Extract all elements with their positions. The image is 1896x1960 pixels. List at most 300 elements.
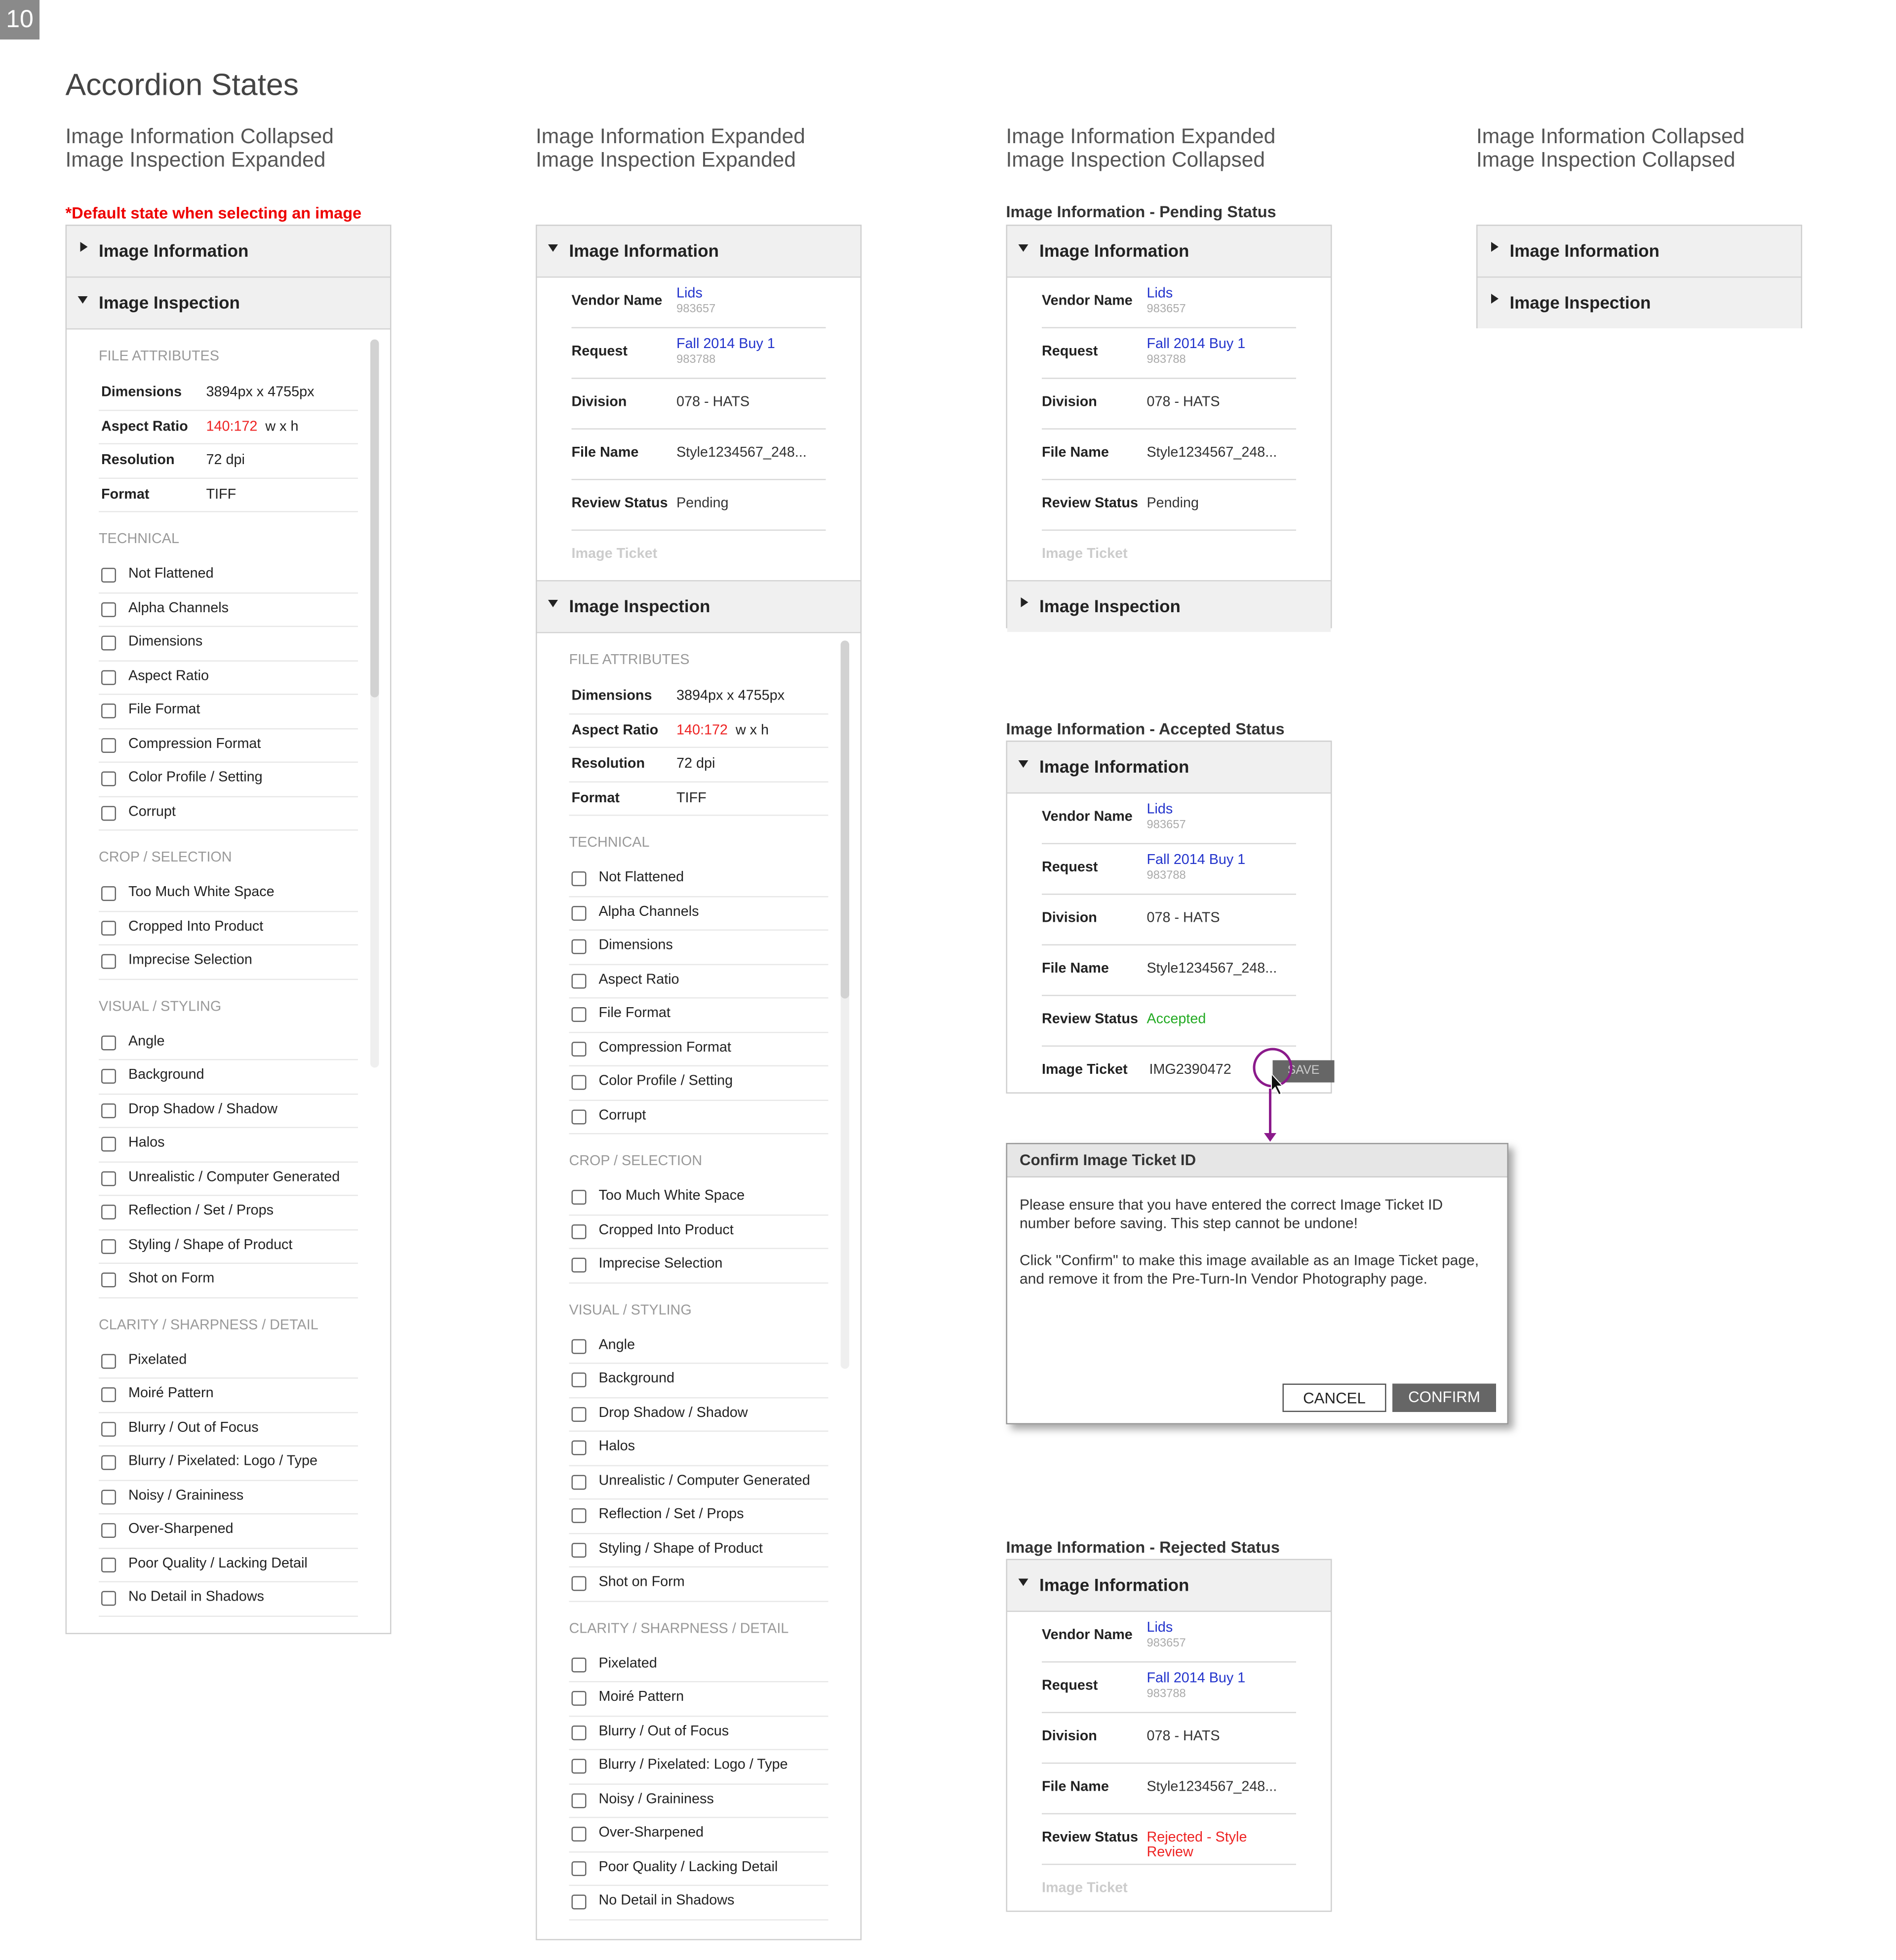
panel-col2: [536, 225, 862, 1940]
accordion-image-inspection[interactable]: [1478, 278, 1801, 329]
aspect-ratio-value: 140:172: [206, 419, 258, 434]
column-heading-line: Image Inspection Expanded: [65, 148, 326, 172]
aspect-ratio-value: 140:172: [676, 722, 728, 738]
checkbox[interactable]: [572, 1691, 587, 1706]
checkbox[interactable]: [572, 1793, 587, 1807]
group-heading: CROP / SELECTION: [569, 1154, 702, 1169]
info-link[interactable]: Lids: [1146, 1620, 1173, 1636]
checkbox[interactable]: [101, 1387, 116, 1402]
accordion-image-information[interactable]: [1007, 742, 1331, 794]
accordion-image-information[interactable]: [1007, 1560, 1331, 1612]
checkbox-label: Color Profile / Setting: [598, 1074, 733, 1089]
checkbox[interactable]: [572, 1861, 587, 1876]
attribute-label: Aspect Ratio: [571, 722, 659, 738]
accordion-image-inspection[interactable]: [1007, 580, 1331, 632]
attribute-label: Aspect Ratio: [101, 419, 188, 434]
save-button[interactable]: SAVE: [1273, 1060, 1335, 1083]
checkbox-row[interactable]: [99, 661, 358, 695]
info-row: [1042, 379, 1296, 430]
info-row: [1042, 1865, 1296, 1915]
attribute-value: 3894px x 4755px: [206, 385, 315, 400]
info-id: 983657: [1146, 818, 1186, 832]
checkbox[interactable]: [101, 568, 116, 583]
checkbox-row[interactable]: [99, 1481, 358, 1515]
cancel-button[interactable]: CANCEL: [1283, 1384, 1386, 1412]
info-value: Style1234567_248...: [676, 445, 807, 461]
checkbox-label: Alpha Channels: [128, 600, 229, 616]
info-row: [572, 379, 826, 430]
checkbox-label: Over-Sharpened: [128, 1522, 234, 1537]
checkbox[interactable]: [101, 772, 116, 786]
checkbox[interactable]: [572, 1007, 587, 1022]
checkbox-label: Halos: [128, 1136, 165, 1150]
checkbox-row[interactable]: [569, 931, 829, 965]
checkbox[interactable]: [101, 1557, 116, 1572]
connector-arrow-icon: [1259, 1071, 1296, 1145]
accordion-title: Image Inspection: [99, 292, 240, 313]
attribute-label: Resolution: [101, 453, 175, 468]
checkbox-row[interactable]: [99, 593, 358, 627]
info-label: File Name: [1042, 1780, 1109, 1795]
info-label: Review Status: [1042, 1012, 1138, 1027]
accordion-image-information[interactable]: [67, 226, 390, 278]
checkbox-row[interactable]: [569, 897, 829, 931]
info-id: 983788: [1146, 869, 1186, 883]
checkbox-label: Compression Format: [128, 736, 261, 751]
checkbox[interactable]: [101, 738, 116, 752]
accepted-status-label: Image Information - Accepted Status: [1006, 719, 1285, 738]
info-value: 078 - HATS: [1146, 1729, 1220, 1744]
checkbox[interactable]: [572, 1075, 587, 1090]
info-value: Style1234567_248...: [1146, 1780, 1277, 1795]
checkbox[interactable]: [572, 1576, 587, 1591]
info-link[interactable]: Lids: [1146, 286, 1173, 301]
column-heading-line: Image Information Expanded: [1006, 124, 1276, 148]
checkbox-row[interactable]: [569, 1648, 829, 1683]
accordion-title: Image Information: [1039, 240, 1189, 261]
checkbox-row[interactable]: [569, 1886, 829, 1920]
checkbox-row[interactable]: [99, 1548, 358, 1582]
column-heading-4: [1476, 125, 1744, 172]
checkbox-row[interactable]: [569, 1215, 829, 1249]
checkbox[interactable]: [572, 1407, 587, 1421]
column-heading-line: Image Inspection Expanded: [536, 148, 796, 172]
checkbox[interactable]: [101, 1489, 116, 1504]
checkbox[interactable]: [101, 602, 116, 617]
checkbox[interactable]: [572, 1338, 587, 1353]
checkbox-label: Pixelated: [598, 1655, 657, 1671]
checkbox-row[interactable]: [569, 1249, 829, 1283]
checkbox-label: File Format: [598, 1006, 671, 1021]
info-label: Division: [571, 395, 627, 410]
checkbox-label: Aspect Ratio: [128, 668, 209, 683]
checkbox-row[interactable]: [99, 1447, 358, 1481]
checkbox-row[interactable]: [99, 1345, 358, 1379]
caret-down-icon: [1019, 1579, 1028, 1586]
checkbox[interactable]: [101, 1205, 116, 1219]
info-value: [1147, 802, 1186, 832]
checkbox-label: Corrupt: [128, 804, 176, 819]
attribute-label: Dimensions: [571, 689, 652, 704]
panel-col4: [1476, 225, 1802, 328]
checkbox-label: Dimensions: [128, 634, 203, 649]
info-row: [572, 328, 826, 379]
scrollbar[interactable]: [841, 641, 850, 1369]
checkbox[interactable]: [572, 973, 587, 988]
checkbox-row[interactable]: [99, 627, 358, 661]
checkbox-label: Poor Quality / Lacking Detail: [598, 1859, 778, 1875]
attribute-value: 72 dpi: [676, 756, 715, 772]
info-label: Image Ticket: [1042, 1062, 1128, 1078]
checkbox-label: Not Flattened: [128, 566, 214, 582]
checkbox[interactable]: [572, 1895, 587, 1910]
group-heading: FILE ATTRIBUTES: [99, 349, 219, 364]
image-information-body: [1007, 278, 1331, 581]
column-heading-line: Image Inspection Collapsed: [1006, 148, 1265, 172]
checkbox-row[interactable]: [99, 1094, 358, 1128]
checkbox[interactable]: [572, 1190, 587, 1205]
info-row: [1042, 1612, 1296, 1663]
info-label: Vendor Name: [1042, 810, 1133, 824]
info-link[interactable]: Fall 2014 Buy 1: [676, 337, 775, 352]
checkbox[interactable]: [101, 1239, 116, 1254]
checkbox-label: Drop Shadow / Shadow: [598, 1405, 748, 1420]
checkbox[interactable]: [572, 905, 587, 920]
column-heading-line: Image Information Collapsed: [1476, 124, 1745, 148]
info-label: Division: [1042, 911, 1097, 926]
info-value: [1147, 337, 1246, 367]
attribute-row: [569, 782, 829, 816]
spacer: [569, 816, 861, 836]
checkbox-label: File Format: [128, 702, 200, 717]
checkbox-label: Background: [598, 1371, 674, 1386]
checkbox-label: Reflection / Set / Props: [128, 1203, 274, 1218]
panel-col1: [66, 225, 392, 1634]
spacer: [569, 1602, 861, 1621]
checkbox-label: Not Flattened: [598, 870, 684, 885]
inspection-list: [537, 633, 861, 1937]
info-label: Request: [1042, 1679, 1098, 1693]
checkbox-label: Background: [128, 1067, 204, 1083]
info-label: File Name: [1042, 961, 1109, 977]
checkbox-row[interactable]: [569, 1066, 829, 1100]
checkbox-row[interactable]: [569, 965, 829, 999]
info-row: [1042, 1663, 1296, 1714]
caret-down-icon: [1019, 244, 1028, 252]
checkbox-row[interactable]: [99, 878, 358, 912]
checkbox[interactable]: [101, 1137, 116, 1152]
checkbox-row[interactable]: [569, 863, 829, 897]
caret-right-icon: [1491, 242, 1499, 252]
info-value: 078 - HATS: [1146, 911, 1220, 926]
attribute-label: Format: [101, 487, 150, 502]
dialog-title: Confirm Image Ticket ID: [1007, 1144, 1507, 1178]
info-label: Vendor Name: [1042, 1628, 1133, 1643]
attribute-label: Format: [571, 790, 620, 806]
checkbox[interactable]: [572, 1542, 587, 1557]
checkbox[interactable]: [101, 1455, 116, 1470]
checkbox-row[interactable]: [99, 1162, 358, 1196]
column-heading-2: [536, 125, 805, 172]
info-row: [572, 278, 826, 329]
panel-accepted: [1006, 741, 1332, 1094]
checkbox[interactable]: [101, 920, 116, 935]
checkbox-label: Corrupt: [598, 1107, 646, 1123]
checkbox[interactable]: [101, 1591, 116, 1606]
checkbox-label: Cropped Into Product: [598, 1222, 734, 1238]
accordion-image-inspection[interactable]: [537, 580, 861, 633]
info-label: Review Status: [571, 496, 668, 511]
info-id: 983788: [1146, 353, 1186, 367]
checkbox-row[interactable]: [569, 1466, 829, 1500]
checkbox-label: Blurry / Pixelated: Logo / Type: [598, 1758, 788, 1772]
checkbox-label: Styling / Shape of Product: [128, 1237, 293, 1253]
accordion-image-information[interactable]: [1007, 226, 1331, 278]
group-heading: VISUAL / STYLING: [569, 1302, 692, 1318]
group-heading: FILE ATTRIBUTES: [569, 653, 690, 668]
default-state-note: *Default state when selecting an image: [65, 203, 362, 222]
info-id: 983657: [1146, 302, 1186, 316]
checkbox-row[interactable]: [99, 1264, 358, 1298]
info-id: 983788: [676, 353, 716, 367]
info-link[interactable]: Lids: [676, 286, 703, 301]
checkbox[interactable]: [101, 669, 116, 684]
confirm-button[interactable]: CONFIRM: [1392, 1384, 1496, 1412]
caret-down-icon: [78, 296, 88, 304]
checkbox[interactable]: [101, 704, 116, 718]
checkbox[interactable]: [101, 1103, 116, 1118]
image-information-body: [537, 278, 861, 581]
scrollbar-thumb[interactable]: [370, 340, 379, 698]
checkbox-row[interactable]: [569, 1818, 829, 1852]
checkbox-row[interactable]: [569, 1330, 829, 1364]
info-link[interactable]: Fall 2014 Buy 1: [1146, 853, 1246, 868]
checkbox-row[interactable]: [99, 1412, 358, 1447]
checkbox[interactable]: [101, 1273, 116, 1288]
checkbox-row[interactable]: [569, 1032, 829, 1066]
checkbox[interactable]: [101, 1353, 116, 1368]
checkbox-row[interactable]: [99, 1128, 358, 1162]
checkbox-row[interactable]: [99, 559, 358, 593]
checkbox[interactable]: [572, 1441, 587, 1455]
checkbox-row[interactable]: [569, 1181, 829, 1215]
attribute-label: Resolution: [571, 756, 645, 772]
info-value: [676, 337, 775, 367]
info-label: File Name: [571, 445, 639, 461]
checkbox[interactable]: [572, 1258, 587, 1273]
checkbox-label: Noisy / Graininess: [598, 1791, 714, 1806]
checkbox[interactable]: [101, 954, 116, 969]
info-link[interactable]: Fall 2014 Buy 1: [1146, 1671, 1246, 1686]
spacer: [569, 1283, 861, 1303]
dialog-message: Click "Confirm" to make this image available as an Image Ticket page, and remove it from the Pre-Turn-In Vendor Photography page.: [1020, 1252, 1479, 1288]
column-heading-line: Image Information Expanded: [536, 124, 805, 148]
info-value: [1147, 853, 1246, 883]
checkbox[interactable]: [572, 871, 587, 886]
checkbox-row[interactable]: [99, 1026, 358, 1060]
caret-right-icon: [80, 242, 88, 252]
rejected-status-label: Image Information - Rejected Status: [1006, 1538, 1280, 1557]
checkbox-row[interactable]: [99, 797, 358, 831]
checkbox-row[interactable]: [99, 1196, 358, 1230]
checkbox[interactable]: [572, 940, 587, 954]
image-ticket-input[interactable]: IMG2390472: [1149, 1062, 1231, 1078]
group-heading: CLARITY / SHARPNESS / DETAIL: [569, 1621, 789, 1636]
checkbox-row[interactable]: [569, 1716, 829, 1750]
spacer: [99, 831, 390, 851]
checkbox-label: Over-Sharpened: [598, 1825, 704, 1841]
checkbox[interactable]: [101, 805, 116, 820]
checkbox-label: Blurry / Out of Focus: [598, 1724, 729, 1739]
checkbox[interactable]: [101, 1171, 116, 1185]
checkbox-row[interactable]: [99, 911, 358, 945]
checkbox-row[interactable]: [99, 1582, 358, 1616]
checkbox-row[interactable]: [99, 729, 358, 763]
checkbox[interactable]: [572, 1109, 587, 1124]
checkbox-row[interactable]: [99, 1060, 358, 1095]
spacer: [99, 1298, 390, 1318]
info-value: 078 - HATS: [676, 395, 750, 410]
checkbox[interactable]: [572, 1508, 587, 1523]
checkbox-row[interactable]: [569, 1852, 829, 1886]
checkbox[interactable]: [101, 1069, 116, 1084]
info-row: [1042, 794, 1296, 845]
checkbox[interactable]: [101, 1421, 116, 1436]
checkbox-row[interactable]: [569, 1100, 829, 1135]
checkbox-label: Color Profile / Setting: [128, 770, 263, 785]
info-row: [572, 531, 826, 580]
aspect-ratio-suffix: w x h: [735, 722, 769, 738]
attribute-row: [99, 478, 358, 512]
accordion-title: Image Inspection: [1039, 596, 1181, 616]
checkbox-label: No Detail in Shadows: [128, 1590, 264, 1605]
info-label: Request: [571, 344, 628, 359]
checkbox[interactable]: [572, 1725, 587, 1740]
info-link[interactable]: Lids: [1146, 802, 1173, 817]
accordion-title: Image Information: [1039, 756, 1189, 777]
checkbox-row[interactable]: [569, 1533, 829, 1568]
checkbox[interactable]: [572, 1474, 587, 1489]
checkbox[interactable]: [572, 1827, 587, 1842]
checkbox-row[interactable]: [569, 1750, 829, 1784]
checkbox[interactable]: [572, 1224, 587, 1239]
checkbox-row[interactable]: [99, 1515, 358, 1549]
info-label: Division: [1042, 1729, 1097, 1744]
info-label: Review Status: [1042, 496, 1138, 511]
column-heading-3: [1006, 125, 1276, 172]
checkbox-row[interactable]: [99, 1230, 358, 1264]
checkbox-label: Unrealistic / Computer Generated: [598, 1473, 810, 1488]
info-label: Image Ticket: [571, 547, 658, 562]
info-row: [1042, 945, 1296, 996]
checkbox-row[interactable]: [569, 1500, 829, 1534]
checkbox-row[interactable]: [99, 763, 358, 797]
column-heading-1: [66, 125, 334, 172]
caret-down-icon: [548, 244, 558, 252]
checkbox-row[interactable]: [569, 1432, 829, 1466]
checkbox-label: Unrealistic / Computer Generated: [128, 1169, 340, 1184]
info-label: Request: [1042, 344, 1098, 359]
scrollbar[interactable]: [370, 340, 379, 1068]
caret-down-icon: [1019, 760, 1028, 768]
checkbox-label: Cropped Into Product: [128, 919, 264, 934]
checkbox-label: Alpha Channels: [598, 904, 699, 919]
checkbox-label: Dimensions: [598, 938, 673, 953]
checkbox-row[interactable]: [569, 1568, 829, 1602]
checkbox[interactable]: [572, 1759, 587, 1774]
checkbox-label: Blurry / Out of Focus: [128, 1420, 259, 1435]
checkbox-label: Noisy / Graininess: [128, 1488, 244, 1503]
accordion-image-information[interactable]: [1478, 226, 1801, 278]
accordion-image-information[interactable]: [537, 226, 861, 278]
caret-right-icon: [1491, 294, 1499, 304]
checkbox[interactable]: [101, 1523, 116, 1538]
checkbox-label: Drop Shadow / Shadow: [128, 1101, 278, 1117]
info-value: Accepted: [1146, 1012, 1206, 1027]
attribute-value: [676, 723, 769, 738]
attribute-row: [99, 377, 358, 411]
info-row: [1042, 480, 1296, 531]
info-link[interactable]: Fall 2014 Buy 1: [1146, 337, 1246, 352]
info-row: [572, 480, 826, 531]
checkbox-label: Shot on Form: [598, 1575, 685, 1590]
attribute-value: 72 dpi: [206, 453, 245, 468]
checkbox-row[interactable]: [569, 1398, 829, 1432]
group-heading: VISUAL / STYLING: [99, 999, 222, 1014]
checkbox-label: Imprecise Selection: [598, 1256, 723, 1271]
info-label: Vendor Name: [1042, 294, 1133, 309]
checkbox-row[interactable]: [569, 999, 829, 1033]
accordion-image-inspection[interactable]: [67, 278, 390, 330]
checkbox-row[interactable]: [99, 695, 358, 729]
caret-right-icon: [1021, 597, 1028, 607]
info-value: Style1234567_248...: [1146, 961, 1277, 977]
checkbox[interactable]: [101, 886, 116, 901]
checkbox[interactable]: [572, 1657, 587, 1672]
info-row: [1042, 844, 1296, 895]
checkbox-label: Angle: [598, 1337, 635, 1352]
checkbox-row[interactable]: [99, 945, 358, 980]
info-label: Review Status: [1042, 1830, 1138, 1845]
scrollbar-thumb[interactable]: [841, 641, 850, 999]
checkbox[interactable]: [101, 636, 116, 651]
checkbox-label: Moiré Pattern: [128, 1386, 214, 1401]
checkbox[interactable]: [572, 1041, 587, 1056]
checkbox[interactable]: [572, 1372, 587, 1387]
info-row: [1042, 1814, 1296, 1865]
checkbox-label: Reflection / Set / Props: [598, 1507, 744, 1522]
column-heading-line: Image Information Collapsed: [65, 124, 334, 148]
info-row: [1042, 328, 1296, 379]
accordion-title: Image Inspection: [569, 596, 711, 616]
checkbox-row[interactable]: [99, 1379, 358, 1413]
checkbox-row[interactable]: [569, 1683, 829, 1717]
checkbox-row[interactable]: [569, 1784, 829, 1818]
info-row: [1042, 895, 1296, 946]
info-label: Vendor Name: [571, 294, 663, 309]
attribute-row: [99, 410, 358, 444]
info-row: [1042, 1713, 1296, 1764]
checkbox-label: Too Much White Space: [128, 885, 275, 900]
checkbox-row[interactable]: [569, 1364, 829, 1398]
page-title: Accordion States: [65, 68, 299, 103]
info-value: [676, 286, 715, 316]
spacer: [569, 1135, 861, 1154]
accordion-title: Image Information: [1509, 240, 1659, 261]
checkbox[interactable]: [101, 1035, 116, 1050]
checkbox-label: Aspect Ratio: [598, 972, 679, 987]
group-heading: TECHNICAL: [569, 835, 650, 851]
